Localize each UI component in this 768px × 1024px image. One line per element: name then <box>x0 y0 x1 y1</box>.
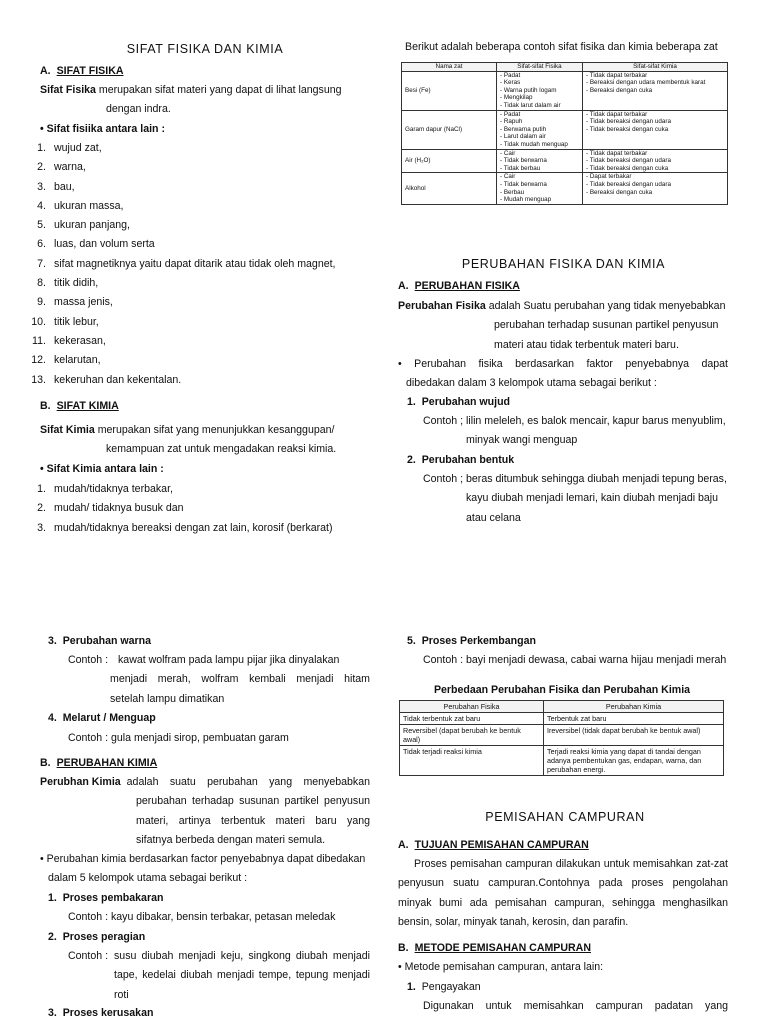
substance-name-cell: Air (H₂O) <box>402 149 497 173</box>
list-item-text: ukuran massa, <box>54 199 124 212</box>
list-item-number: 3. <box>37 180 46 193</box>
definition-sifat-fisika: Sifat Fisika merupakan sifat materi yang dapat di lihat langsung dengan indra. <box>40 84 342 116</box>
substance-name-cell: Alkohol <box>402 173 497 204</box>
list-item-number: 9. <box>37 296 46 309</box>
list-item <box>28 313 373 332</box>
table-cell: Terjadi reaksi kimia yang dapat di tandai dengan adanya pembentukan gas, endapan, warna, dan perubahan energi. <box>544 746 724 776</box>
list-item-text: kelarutan, <box>54 354 101 367</box>
cell-line: - Tidak bereaksi dengan udara <box>585 157 672 165</box>
list-item-number: 3. <box>37 521 46 534</box>
contoh-perubahan-warna: Contoh : kawat wolfram pada lampu pijar jika dinyalakan menjadi merah, wolfram kembali menjadi hitam setelah lampu dimatikan <box>68 654 370 705</box>
list-item <box>28 332 373 351</box>
list-item-text: mudah/ tidaknya busuk dan <box>54 502 184 515</box>
table-header-cell: Sifat-sifat Fisika <box>497 63 583 72</box>
table-row <box>400 746 724 776</box>
item-perubahan-warna: 3. Perubahan warna <box>48 635 152 647</box>
list-item-number: 4. <box>37 199 46 212</box>
kimia-cell <box>582 71 727 110</box>
section-b-metode: B. METODE PEMISAHAN CAMPURAN <box>398 942 591 954</box>
cell-line: - Tidak berwarna <box>500 157 547 165</box>
item-melarut: 4. Melarut / Menguap <box>48 712 156 724</box>
list-item-text: mudah/tidaknya bereaksi dengan zat lain, korosif (berkarat) <box>54 521 333 534</box>
list-item-text: wujud zat, <box>54 142 102 154</box>
list-item <box>28 480 373 499</box>
list-item <box>28 235 373 254</box>
list-item-text: bau, <box>54 180 75 193</box>
list-item-text: luas, dan volum serta <box>54 238 155 251</box>
substance-name-cell: Garam dapur (NaCl) <box>402 110 497 149</box>
list-sifat-kimia <box>28 480 373 538</box>
fisika-cell <box>497 71 583 110</box>
contoh-melarut: Contoh : gula menjadi sirop, pembuatan garam <box>68 732 289 744</box>
definition-perubahan-fisika: Perubahan Fisika adalah Suatu perubahan yang tidak menyebabkan perubahan terhadap susunan partikel penyusun materi atau tidak terbentuk materi baru. <box>398 300 726 351</box>
fisika-cell <box>497 149 583 173</box>
cell-line: - Bereaksi dengan udara membentuk karat <box>585 79 706 87</box>
cell-line: - Berwarna putih <box>500 125 547 133</box>
list-item <box>28 274 373 293</box>
cell-line: - Warna putih logam <box>500 86 557 94</box>
list-head-fisika: • Sifat fisiika antara lain : <box>40 123 165 135</box>
cell-line: - Berbau <box>500 188 525 196</box>
section-b-heading: B. SIFAT KIMIA <box>40 400 119 412</box>
substance-name-cell: Besi (Fe) <box>402 71 497 110</box>
item-perubahan-bentuk: 2. Perubahan bentuk <box>407 454 515 466</box>
list-item-number: 2. <box>37 161 46 174</box>
item-kerusakan: 3. Proses kerusakan <box>48 1007 154 1019</box>
cell-line: - Tidak dapat terbakar <box>585 71 648 79</box>
list-item-number: 1. <box>37 483 46 495</box>
list-sifat-fisika <box>28 139 373 390</box>
table-header-cell: Sifat-sifat Kimia <box>582 63 727 72</box>
table-cell: Tidak terjadi reaksi kimia <box>400 746 544 776</box>
item-pengayakan: 1. Pengayakan <box>407 981 481 993</box>
list-item <box>28 178 373 197</box>
list-item-number: 6. <box>37 238 46 251</box>
list-item-number: 13. <box>31 373 46 386</box>
list-item <box>28 158 373 177</box>
list-item-text: kekeruhan dan kekentalan. <box>54 373 182 386</box>
list-item-text: titik lebur, <box>54 315 99 328</box>
fisika-cell <box>497 110 583 149</box>
table-intro: Berikut adalah beberapa contoh sifat fisika dan kimia beberapa zat <box>405 41 718 53</box>
cell-line: - Padat <box>500 71 521 79</box>
cell-line: - Tidak bereaksi dengan cuka <box>585 125 669 133</box>
list-head-kimia: • Sifat Kimia antara lain : <box>40 463 164 475</box>
kimia-cell <box>582 149 727 173</box>
list-item-text: mudah/tidaknya terbakar, <box>54 483 173 495</box>
list-item <box>28 371 373 390</box>
bullet-metode: • Metode pemisahan campuran, antara lain: <box>398 961 604 973</box>
table-row <box>402 149 728 173</box>
cell-line: - Mudah menguap <box>500 196 552 204</box>
cell-line: - Tidak bereaksi dengan udara <box>585 118 672 126</box>
table-row <box>400 725 724 746</box>
contoh-perubahan-wujud: Contoh ; lilin meleleh, es balok mencair, kapur barus menyublim, minyak wangi menguap <box>423 415 726 447</box>
list-item-text: warna, <box>54 161 86 174</box>
list-item <box>28 197 373 216</box>
list-item-number: 1. <box>37 142 46 154</box>
item-peragian: 2. Proses peragian <box>48 931 146 943</box>
list-item-text: ukuran panjang, <box>54 219 130 232</box>
cell-line: - Tidak bereaksi dengan udara <box>585 180 672 188</box>
list-item <box>28 519 373 538</box>
item-pembakaran: 1. Proses pembakaran <box>48 892 164 904</box>
section-a-perubahan-fisika: A. PERUBAHAN FISIKA <box>398 280 520 292</box>
cell-line: - Padat <box>500 110 521 118</box>
table-row <box>402 71 728 110</box>
kimia-cell <box>582 110 727 149</box>
table-cell: Reversibel (dapat berubah ke bentuk awal) <box>400 725 544 746</box>
list-item <box>28 351 373 370</box>
list-item-number: 11. <box>32 334 46 347</box>
cell-line: - Tidak larut dalam air <box>500 101 561 109</box>
cell-line: - Tidak dapat terbakar <box>585 149 648 157</box>
item-perubahan-wujud: 1. Perubahan wujud <box>407 396 511 408</box>
list-item-number: 10. <box>31 315 46 328</box>
contoh-pembakaran: Contoh : kayu dibakar, bensin terbakar, petasan meledak <box>68 911 336 923</box>
definition-perubahan-kimia: Perubhan Kimia adalah suatu perubahan yang menyebabkan perubahan terhadap susunan partikel penyusun materi, artinya terbentuk materi baru yang sifatnya berbeda dengan materi semula. <box>40 776 370 846</box>
bullet-perubahan-kimia: • Perubahan kimia berdasarkan factor penyebabnya dapat dibedakan dalam 5 kelompok utama sebagai berikut : <box>40 853 366 885</box>
cell-line: - Cair <box>500 173 516 181</box>
cell-line: - Cair <box>500 149 516 157</box>
list-item-text: sifat magnetiknya yaitu dapat ditarik atau tidak oleh magnet, <box>54 257 336 270</box>
section-a-tujuan: A. TUJUAN PEMISAHAN CAMPURAN <box>398 839 589 851</box>
table-row <box>402 110 728 149</box>
definition-sifat-kimia: Sifat Kimia merupakan sifat yang menunjukkan kesanggupan/ kemampuan zat untuk mengadakan reaksi kimia. <box>40 424 337 456</box>
cell-line: - Tidak berbau <box>500 164 541 172</box>
list-item-number: 12. <box>31 354 46 367</box>
table-header-cell: Perubahan Fisika <box>400 701 544 713</box>
cell-line: - Dapat terbakar <box>585 173 632 181</box>
pengayakan-text: Digunakan untuk memisahkan campuran padatan yang <box>423 1000 728 1012</box>
cell-line: - Tidak mudah menguap <box>500 140 568 148</box>
cell-line: - Larut dalam air <box>500 133 546 141</box>
list-item-number: 2. <box>37 502 46 515</box>
sifat-table <box>401 62 728 205</box>
contoh-perkembangan: Contoh : bayi menjadi dewasa, cabai warna hijau menjadi merah <box>423 654 727 666</box>
page-title-pemisahan: PEMISAHAN CAMPURAN <box>485 810 645 824</box>
list-item <box>28 499 373 518</box>
fisika-cell <box>497 173 583 204</box>
cell-line: - Bereaksi dengan cuka <box>585 188 653 196</box>
table-cell: Tidak terbentuk zat baru <box>400 713 544 725</box>
list-item-text: titik didih, <box>54 277 99 290</box>
list-item <box>28 255 373 274</box>
table-row <box>402 173 728 204</box>
table-header-cell: Nama zat <box>402 63 497 72</box>
paragraph-tujuan: Proses pemisahan campuran dilakukan untuk memisahkan zat-zat penyusun suatu campuran.Contohnya pada proses pengolahan minyak bumi ada pemisahan campuran, sehingga menghasilkan bensin, solar, minyak tanah, kerosin, dan parafin. <box>398 858 728 928</box>
contoh-peragian: Contoh : susu diubah menjadi keju, singkong diubah menjadi tape, kedelai diubah menjadi tempe, tepung menjadi roti <box>68 950 370 1001</box>
list-item-number: 7. <box>37 257 46 270</box>
list-item <box>28 293 373 312</box>
page-title-perubahan: PERUBAHAN FISIKA DAN KIMIA <box>461 257 666 271</box>
perbedaan-table <box>399 700 724 776</box>
bullet-perubahan-fisika: • Perubahan fisika berdasarkan faktor penyebabnya dapat dibedakan dalam 3 kelompok utama sebagai berikut : <box>398 358 728 390</box>
list-item-text: kekerasan, <box>54 334 106 347</box>
table-row <box>400 713 724 725</box>
cell-line: - Mengkilap <box>500 94 533 102</box>
cell-line: - Tidak berwarna <box>500 180 547 188</box>
table-header-cell: Perubahan Kimia <box>544 701 724 713</box>
list-item-number: 5. <box>37 219 46 232</box>
contoh-perubahan-bentuk: Contoh ; beras ditumbuk sehingga diubah menjadi tepung beras, kayu diubah menjadi lemari, kain diubah menjadi baju atau celana <box>423 473 727 524</box>
table-title-perbedaan: Perbedaan Perubahan Fisika dan Perubahan Kimia <box>433 684 691 696</box>
list-item <box>28 139 373 158</box>
cell-line: - Rapuh <box>500 118 523 126</box>
item-perkembangan: 5. Proses Perkembangan <box>407 635 536 647</box>
cell-line: - Bereaksi dengan cuka <box>585 86 653 94</box>
table-cell: Terbentuk zat baru <box>544 713 724 725</box>
page-title-sifat: SIFAT FISIKA DAN KIMIA <box>126 42 284 56</box>
list-item-text: massa jenis, <box>54 296 113 309</box>
table-cell: Ireversibel (tidak dapat berubah ke bentuk awal) <box>544 725 724 746</box>
kimia-cell <box>582 173 727 204</box>
cell-line: - Tidak dapat terbakar <box>585 110 648 118</box>
section-b-perubahan-kimia: B. PERUBAHAN KIMIA <box>40 757 158 769</box>
list-item <box>28 216 373 235</box>
list-item-number: 8. <box>37 277 46 290</box>
cell-line: - Keras <box>500 79 521 87</box>
section-a-heading: A. SIFAT FISIKA <box>40 65 124 77</box>
cell-line: - Tidak bereaksi dengan cuka <box>585 164 669 172</box>
